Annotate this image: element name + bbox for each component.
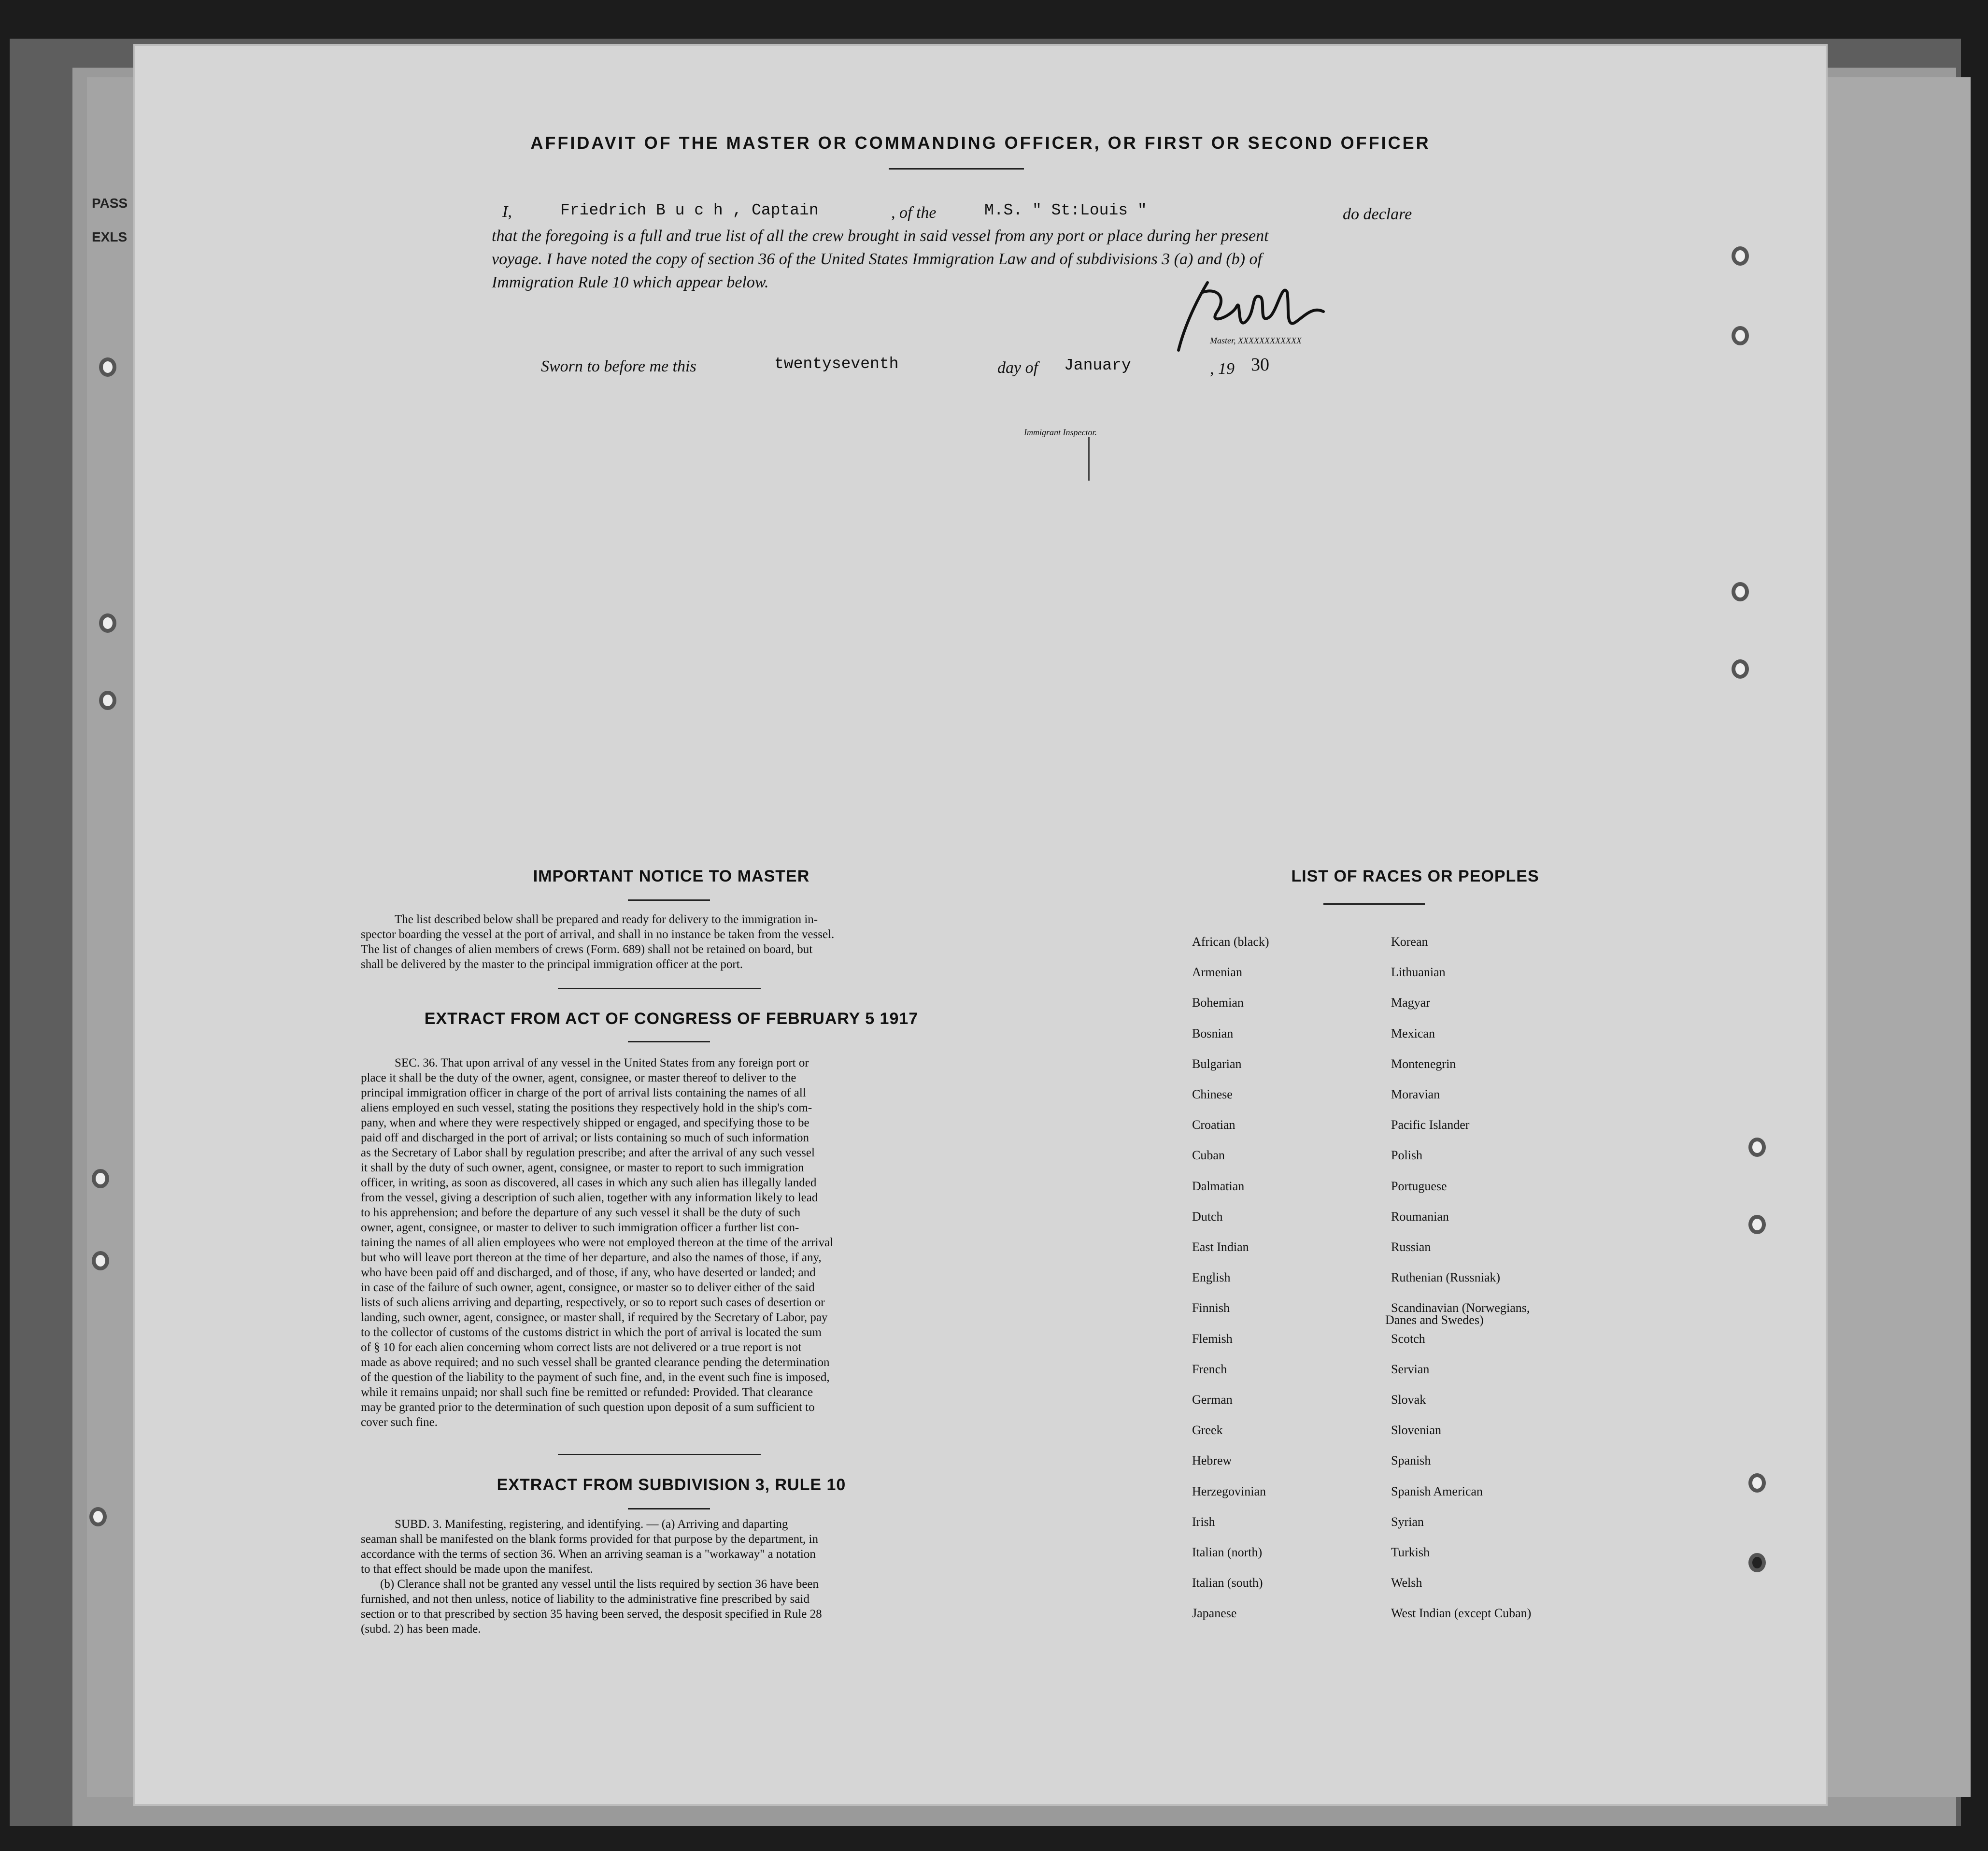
year-prefix: , 19	[1210, 360, 1235, 378]
act-line: landing, such owner, agent, consignee, or master shall, if required by the Secretary of Labor, pay	[361, 1311, 828, 1324]
race-item: Portuguese	[1391, 1179, 1447, 1193]
sworn-label: Sworn to before me this	[541, 357, 696, 375]
act-line: who have been paid off and discharged, and of those, if any, who have deserted or landed; and	[361, 1266, 816, 1279]
race-item: Chinese	[1192, 1087, 1233, 1101]
rule-text	[361, 1517, 984, 1637]
act-line: it shall by the duty of such owner, agent, consignee, or master to report to such immigration	[361, 1161, 804, 1174]
sworn-day: twentyseventh	[774, 355, 899, 373]
notice-text	[361, 912, 984, 972]
race-item: Dalmatian	[1192, 1179, 1245, 1193]
act-line: as the Secretary of Labor shall by regulation prescribe; and after the arrival of any such vessel	[361, 1146, 815, 1159]
rule-line: accordance with the terms of section 36. When an arriving seaman is a "workaway" a notation	[361, 1548, 816, 1561]
notice-line: The list of changes of alien members of crews (Form. 689) shall not be retained on board, but	[361, 943, 813, 956]
punch-hole	[1732, 246, 1749, 266]
race-item: French	[1192, 1362, 1227, 1376]
section-divider	[558, 1454, 761, 1455]
race-item: Magyar	[1391, 996, 1430, 1010]
race-item: Korean	[1391, 935, 1428, 949]
affidavit-line: that the foregoing is a full and true list of all the crew brought in said vessel from any port or place during her present	[492, 227, 1269, 245]
act-line: of the question of the liability to the payment of such fine, and, in the event such fine is imposed,	[361, 1371, 830, 1384]
margin-stamp: PASS	[92, 196, 128, 211]
affidavit-title: AFFIDAVIT OF THE MASTER OR COMMANDING OFFICER, OR FIRST OR SECOND OFFICER	[530, 133, 1431, 153]
act-heading: EXTRACT FROM ACT OF CONGRESS OF FEBRUARY 5 1917	[424, 1010, 919, 1028]
notice-line: spector boarding the vessel at the port of arrival, and shall in no instance be taken from the vessel.	[361, 928, 835, 941]
rule-line: furnished, and not then unless, notice of liability to the administrative fine prescribed by said	[361, 1593, 809, 1606]
race-item: East Indian	[1192, 1240, 1249, 1254]
act-line: made as above required; and no such vessel shall be granted clearance pending the determination	[361, 1356, 830, 1369]
heading-rule	[1323, 903, 1425, 905]
race-item: Italian (south)	[1192, 1576, 1263, 1590]
race-item: Spanish American	[1391, 1484, 1483, 1498]
race-item: Danes and Swedes)	[1385, 1313, 1484, 1327]
race-item: Slovenian	[1391, 1423, 1441, 1438]
title-rule	[889, 168, 1024, 170]
punch-hole	[1732, 582, 1749, 601]
vessel-name: M.S. " St:Louis "	[984, 201, 1147, 219]
race-item: Mexican	[1391, 1026, 1435, 1040]
section-divider	[558, 988, 761, 989]
notice-line: shall be delivered by the master to the principal immigration officer at the port.	[361, 958, 743, 971]
race-item: Armenian	[1192, 965, 1242, 980]
act-line: paid off and discharged in the port of arrival; or lists containing so much of such information	[361, 1131, 809, 1144]
race-item: Scandinavian (Norwegians,	[1391, 1301, 1530, 1315]
race-item: Turkish	[1391, 1545, 1430, 1559]
race-item: Italian (north)	[1192, 1545, 1263, 1559]
act-line: to the collector of customs of the customs district in which the port of arrival is located the sum	[361, 1326, 822, 1339]
act-text	[361, 1055, 984, 1430]
inspector-label: Immigrant Inspector.	[1024, 427, 1097, 437]
race-item: Flemish	[1192, 1331, 1233, 1346]
act-line: while it remains unpaid; nor shall such fine be remitted or refunded: Provided. That clearance	[361, 1386, 813, 1399]
act-line: pany, when and where they were respectively shipped or engaged, and specifying those to be	[361, 1116, 809, 1129]
race-item: Spanish	[1391, 1453, 1431, 1468]
rule-line: seaman shall be manifested on the blank forms provided for that purpose by the department, in	[361, 1533, 818, 1546]
race-item: Montenegrin	[1391, 1056, 1456, 1071]
act-line: SEC. 36. That upon arrival of any vessel in the United States from any foreign port or	[395, 1056, 809, 1069]
day-of-label: day of	[997, 359, 1038, 377]
race-item: Hebrew	[1192, 1453, 1232, 1468]
race-item: Dutch	[1192, 1209, 1223, 1224]
sworn-month: January	[1064, 356, 1131, 374]
race-item: Ruthenian (Russniak)	[1391, 1270, 1501, 1285]
act-line: taining the names of all alien employees who were not employed thereon at the time of the arrival	[361, 1236, 834, 1249]
punch-hole	[1748, 1473, 1766, 1493]
punch-hole	[1732, 659, 1749, 679]
race-item: Finnish	[1192, 1301, 1230, 1315]
act-line: lists of such aliens arriving and departing, respectively, or so to report such cases of desertion or	[361, 1296, 825, 1309]
race-item: Pacific Islander	[1391, 1118, 1470, 1132]
act-line: aliens employed en such vessel, stating the positions they respectively hold in the ship's com-	[361, 1101, 812, 1114]
punch-hole	[1732, 326, 1749, 345]
act-line: officer, in writing, as soon as discovered, all cases in which any such alien has illegally landed	[361, 1176, 817, 1189]
act-line: may be granted prior to the determination of such question upon deposit of a sum sufficient to	[361, 1401, 815, 1414]
i-label: I,	[502, 203, 512, 221]
race-item: Cuban	[1192, 1148, 1225, 1163]
act-line: owner, agent, consignee, or master to deliver to such immigration officer a further list con-	[361, 1221, 799, 1234]
document-page	[135, 46, 1826, 1804]
race-item: Greek	[1192, 1423, 1223, 1438]
notice-line: The list described below shall be prepared and ready for delivery to the immigration in-	[395, 913, 818, 926]
signature-caption: Master, XXXXXXXXXXXX	[1210, 336, 1302, 345]
year-suffix: 30	[1251, 355, 1269, 375]
race-item: Irish	[1192, 1514, 1215, 1529]
rule-line: (subd. 2) has been made.	[361, 1623, 481, 1636]
race-item: German	[1192, 1393, 1233, 1407]
act-line: but who will leave port thereon at the time of her departure, and also the names of those, if any,	[361, 1251, 822, 1264]
margin-stamp: EXLS	[92, 229, 128, 244]
races-heading: LIST OF RACES OR PEOPLES	[1291, 867, 1539, 885]
punch-hole	[92, 1169, 109, 1188]
race-item: West Indian (except Cuban)	[1391, 1606, 1532, 1621]
race-item: Japanese	[1192, 1606, 1237, 1621]
race-item: Polish	[1391, 1148, 1423, 1163]
race-item: Scotch	[1391, 1331, 1425, 1346]
punch-hole	[99, 691, 116, 710]
rule-line: section or to that prescribed by section 35 having been served, the desposit specified in Rule 28	[361, 1608, 822, 1621]
act-line: cover such fine.	[361, 1416, 438, 1429]
affidavit-line: voyage. I have noted the copy of section 36 of the United States Immigration Law and of subdivisions 3 (a) and (b) of	[492, 250, 1262, 268]
act-line: to his apprehension; and before the departure of any such vessel it shall be the duty of such	[361, 1206, 801, 1219]
rule-line: to that effect should be made upon the manifest.	[361, 1563, 593, 1576]
punch-hole	[92, 1251, 109, 1270]
captain-name: Friedrich B u c h , Captain	[560, 201, 819, 219]
punch-hole	[1748, 1138, 1766, 1157]
inspector-mark	[1088, 437, 1090, 481]
race-item: Syrian	[1391, 1514, 1424, 1529]
race-item: Servian	[1391, 1362, 1430, 1376]
race-item: Moravian	[1391, 1087, 1440, 1101]
race-item: Croatian	[1192, 1118, 1235, 1132]
affidavit-line: Immigration Rule 10 which appear below.	[492, 273, 769, 291]
race-item: Bulgarian	[1192, 1056, 1242, 1071]
heading-rule	[628, 1508, 710, 1509]
race-item: Russian	[1391, 1240, 1431, 1254]
race-item: Bosnian	[1192, 1026, 1234, 1040]
race-item: Bohemian	[1192, 996, 1244, 1010]
race-item: Lithuanian	[1391, 965, 1446, 980]
heading-rule	[628, 1041, 710, 1042]
race-item: African (black)	[1192, 935, 1269, 949]
race-item: Welsh	[1391, 1576, 1422, 1590]
act-line: in case of the failure of such owner, agent, consignee, or master so to deliver either of the said	[361, 1281, 815, 1294]
punch-hole	[1748, 1553, 1766, 1572]
heading-rule	[628, 899, 710, 901]
of-the-label: , of the	[891, 204, 937, 222]
punch-hole	[99, 613, 116, 633]
notice-heading: IMPORTANT NOTICE TO MASTER	[533, 867, 810, 885]
rule-line: (b) Clerance shall not be granted any vessel until the lists required by section 36 have been	[380, 1578, 819, 1591]
punch-hole	[1748, 1215, 1766, 1234]
act-line: of § 10 for each alien concerning whom correct lists are not delivered or a true report is not	[361, 1341, 802, 1354]
race-item: Herzegovinian	[1192, 1484, 1266, 1498]
rule-line: SUBD. 3. Manifesting, registering, and identifying. — (a) Arriving and daparting	[395, 1518, 788, 1531]
do-declare-label: do declare	[1343, 205, 1412, 223]
act-line: from the vessel, giving a description of such alien, together with any information likely to lead	[361, 1191, 818, 1204]
punch-hole	[89, 1507, 107, 1526]
race-item: Slovak	[1391, 1393, 1426, 1407]
race-item: English	[1192, 1270, 1231, 1285]
act-line: place it shall be the duty of the owner, agent, consignee, or master thereof to deliver to the	[361, 1071, 796, 1084]
race-item: Roumanian	[1391, 1209, 1449, 1224]
punch-hole	[99, 357, 116, 377]
rule-heading: EXTRACT FROM SUBDIVISION 3, RULE 10	[497, 1476, 846, 1494]
act-line: principal immigration officer in charge of the port of arrival lists containing the names of all	[361, 1086, 806, 1099]
